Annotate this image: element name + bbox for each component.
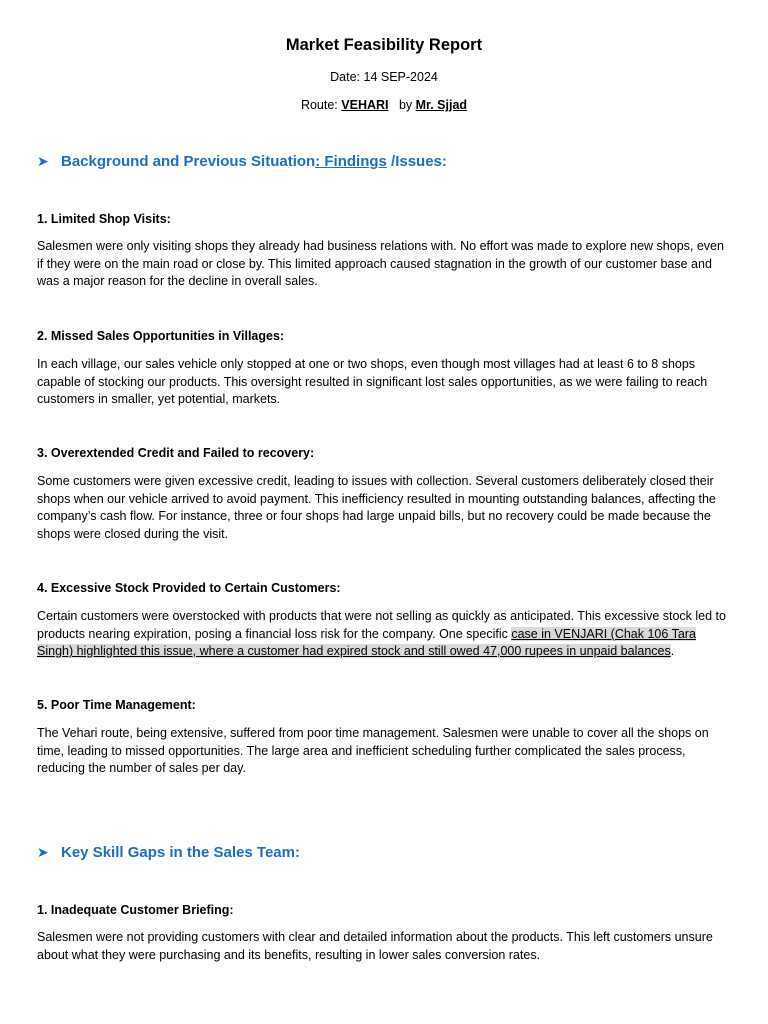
skill-gap-text-1: Salesmen were not providing customers with clear and detailed information about the products. This left customers unsure about what they were purchasing and its benefits, resulting in lower sales conversion rates. bbox=[37, 930, 713, 962]
finding-title-4: 4. Excessive Stock Provided to Certain Customers: bbox=[37, 581, 341, 595]
finding-text-4-part-b: . bbox=[670, 644, 675, 658]
report-route-line bbox=[0, 98, 768, 112]
by-word: by bbox=[398, 98, 413, 112]
finding-text-5: The Vehari route, being extensive, suffered from poor time management. Salesmen were unable to cover all the shops on time, leading to missed opportunities. The large area and inefficient scheduling further complicated the sales process, reducing the number of sales per day. bbox=[37, 726, 709, 775]
finding-text-4-highlight: case in VENJARI (Chak 106 Tara Singh) highlighted this issue, where a customer had expired stock and still owed 47,000 rupees in unpaid balances bbox=[37, 626, 696, 658]
section-heading-part-c: /Issues: bbox=[386, 153, 447, 170]
section-heading-part-a: Background and Previous Situation bbox=[61, 153, 316, 170]
finding-text-4 bbox=[37, 608, 727, 661]
finding-title-5: 5. Poor Time Management: bbox=[37, 698, 196, 712]
section-heading-skill-gaps bbox=[37, 844, 300, 861]
route-name: VEHARI bbox=[341, 98, 389, 112]
finding-title-2: 2. Missed Sales Opportunities in Villages: bbox=[37, 329, 285, 343]
finding-text-4-part-a: Certain customers were overstocked with products that were not selling as quickly as anticipated. This excessive stock led to products nearing expiration, posing a financial loss risk for the company. One specific bbox=[37, 609, 726, 641]
arrow-bullet-icon: ➤ bbox=[37, 844, 49, 860]
finding-text-3: Some customers were given excessive credit, leading to issues with collection. Several customers deliberately closed their shops when our vehicle arrived to avoid payment. This inefficiency resulted in mounting outstanding balances, affecting the company’s cash flow. For instance, three or four shops had large unpaid bills, but no recovery could be made because the shops were closed during the visit. bbox=[37, 474, 716, 541]
skill-gap-title-1: 1. Inadequate Customer Briefing: bbox=[37, 903, 234, 917]
finding-title-3: 3. Overextended Credit and Failed to recovery: bbox=[37, 446, 315, 460]
route-prefix: Route: bbox=[300, 98, 338, 112]
finding-text-1: Salesmen were only visiting shops they already had business relations with. No effort was made to explore new shops, even if they were on the main road or close by. This limited approach caused stagnation in the growth of our customer base and was a major reason for the decline in overall sales. bbox=[37, 239, 724, 288]
section-heading-part-b: : Findings bbox=[315, 153, 387, 170]
report-title: Market Feasibility Report bbox=[285, 36, 483, 54]
section-heading-background bbox=[37, 153, 447, 170]
arrow-bullet-icon: ➤ bbox=[37, 153, 49, 169]
section-heading-text: Key Skill Gaps in the Sales Team: bbox=[61, 844, 300, 861]
report-date: Date: 14 SEP-2024 bbox=[330, 70, 438, 84]
report-author: Mr. Sjjad bbox=[415, 98, 468, 112]
finding-title-1: 1. Limited Shop Visits: bbox=[37, 212, 171, 226]
finding-text-2: In each village, our sales vehicle only stopped at one or two shops, even though most villages had at least 6 to 8 shops capable of stocking our products. This oversight resulted in significant lost sales opportunities, as we were failing to reach customers in smaller, yet potential, markets. bbox=[37, 357, 708, 406]
